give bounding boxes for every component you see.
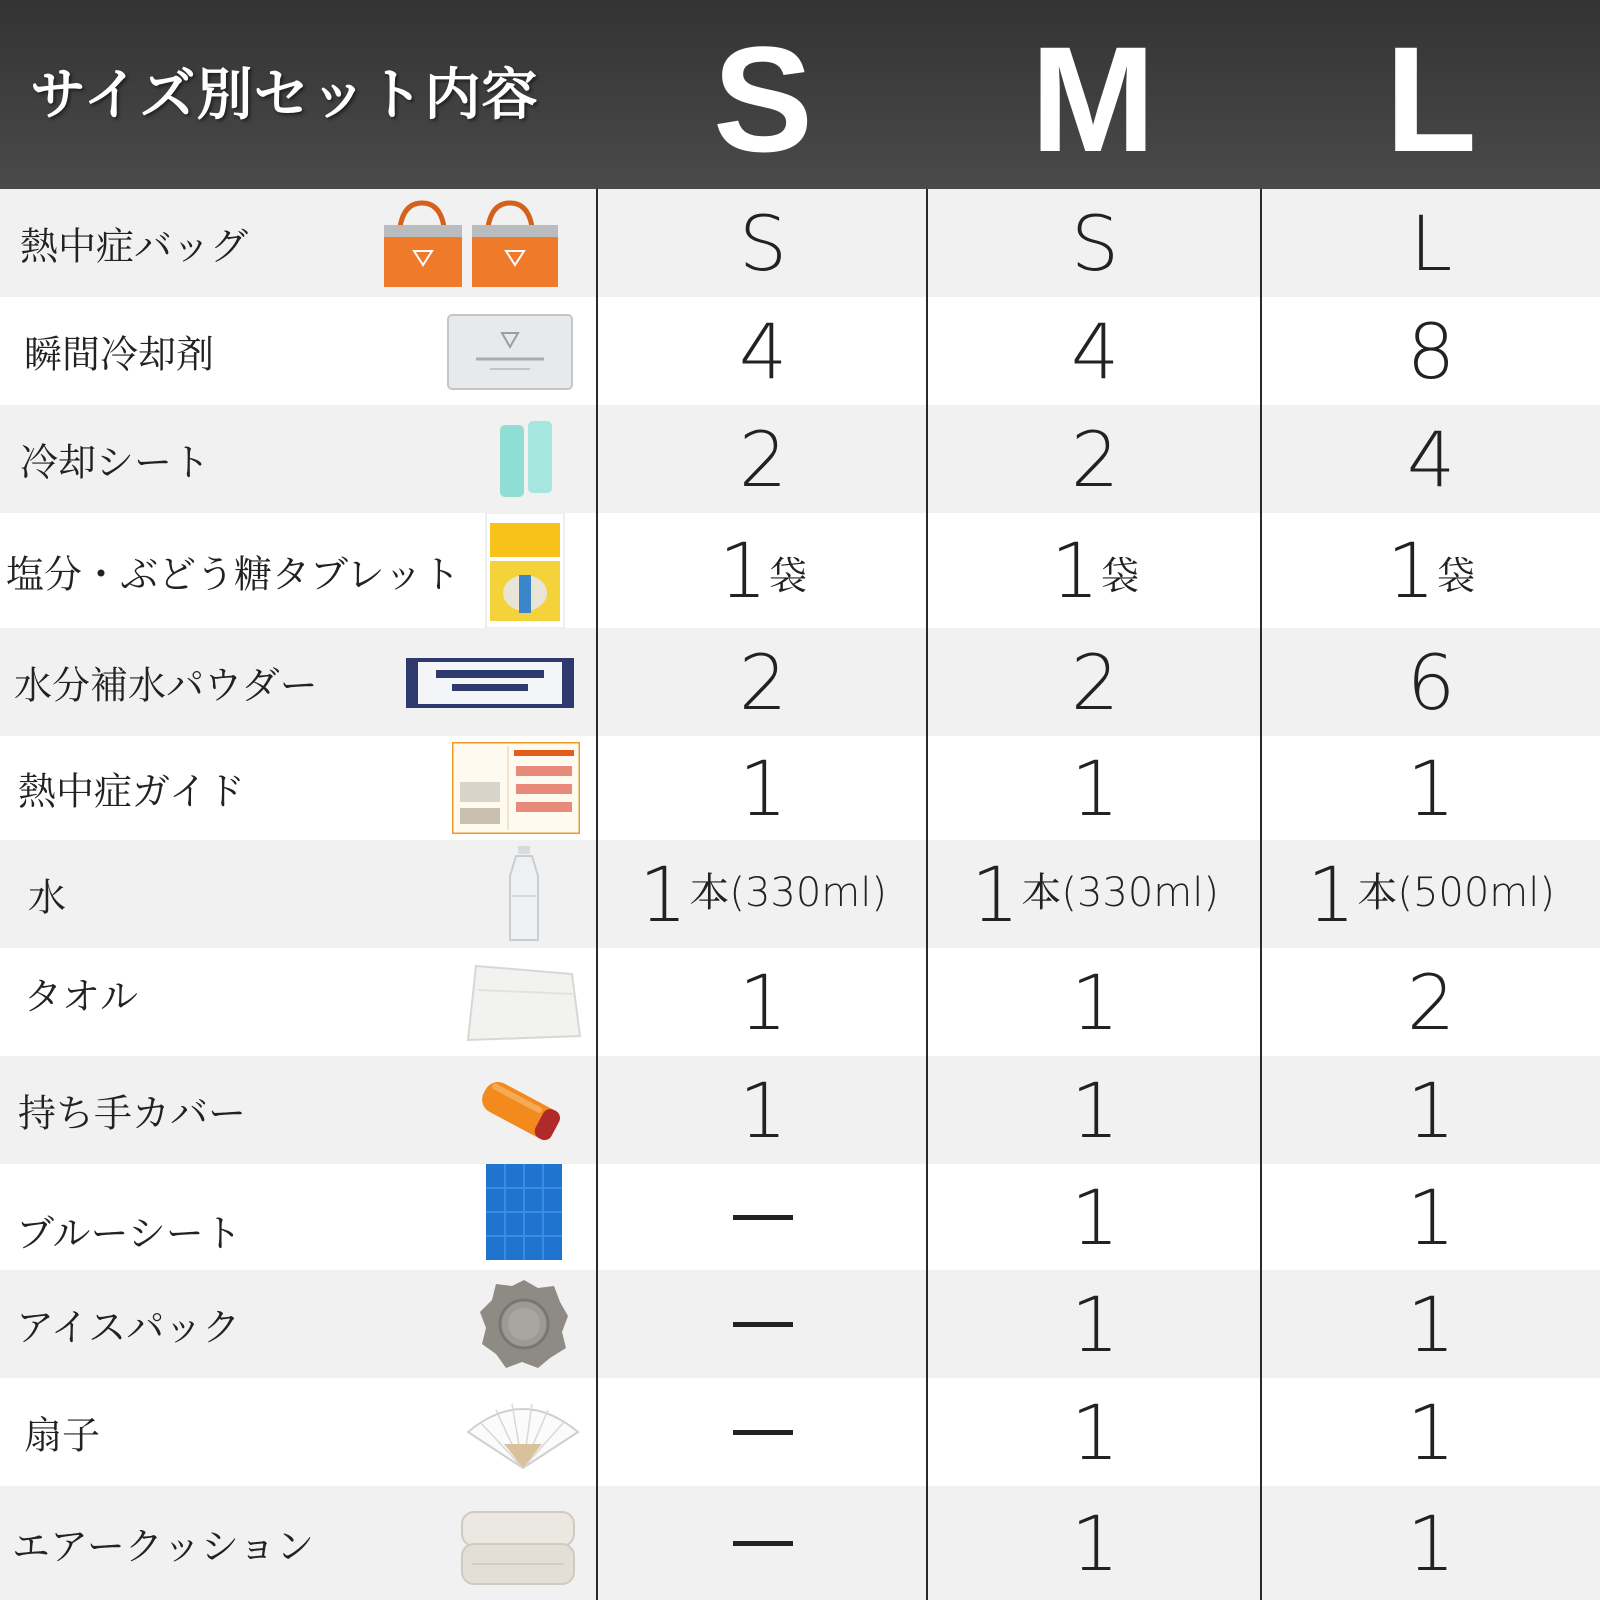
size-m-value — [928, 297, 1262, 405]
tablet-pouch-icon — [484, 513, 566, 628]
size-l-value — [1262, 840, 1600, 948]
cooling-sheet-icon — [496, 419, 560, 501]
unit-text: 本(500ml) — [1357, 870, 1555, 916]
size-l-value — [1262, 513, 1600, 628]
value-text: 2 — [738, 414, 788, 504]
water-bottle-icon — [506, 846, 542, 944]
value-text: L — [1409, 198, 1453, 288]
size-m-value — [928, 1270, 1262, 1378]
size-l-value — [1262, 628, 1600, 736]
size-l-value — [1262, 297, 1600, 405]
value-text: 1 — [1070, 1498, 1120, 1588]
value-text: 1 — [1070, 1387, 1120, 1477]
value-text: 8 — [1406, 306, 1456, 396]
value-text: 1 — [1406, 1065, 1456, 1155]
size-m-value — [928, 840, 1262, 948]
value-text: 1 — [1406, 743, 1456, 833]
size-s-value — [598, 840, 928, 948]
size-s-value — [598, 1270, 928, 1378]
table-row — [0, 1164, 1600, 1270]
table-row — [0, 1056, 1600, 1164]
size-l-value — [1262, 1056, 1600, 1164]
item-label: 水分補水パウダー — [14, 663, 318, 708]
size-m-value — [928, 1164, 1262, 1270]
size-l-value — [1262, 189, 1600, 297]
column-divider — [1260, 189, 1262, 1600]
size-s-value — [598, 1056, 928, 1164]
size-s-value — [598, 405, 928, 513]
size-m-value — [928, 1486, 1262, 1600]
item-label: 扇子 — [24, 1413, 101, 1458]
value-text: 4 — [738, 306, 788, 396]
table-row — [0, 840, 1600, 948]
table-row — [0, 297, 1600, 405]
value-text: 1 — [1406, 1172, 1456, 1262]
value-text: 6 — [1406, 637, 1456, 727]
value-text: 1 — [1070, 1279, 1120, 1369]
size-l-value — [1262, 1270, 1600, 1378]
size-s-value — [598, 189, 928, 297]
item-label: アイスパック — [16, 1305, 241, 1350]
size-m-value — [928, 736, 1262, 840]
unit-text: 袋 — [1437, 554, 1476, 598]
item-label: ブルーシート — [16, 1211, 242, 1256]
ice-pack-icon — [478, 1278, 570, 1370]
size-s-header: S — [712, 15, 814, 183]
size-l-value — [1262, 736, 1600, 840]
value-text: 1 — [718, 526, 768, 615]
table-row — [0, 736, 1600, 840]
blue-sheet-icon — [486, 1164, 562, 1260]
item-label: エアークッション — [12, 1524, 315, 1569]
size-m-value — [928, 1056, 1262, 1164]
item-label: 熱中症バッグ — [20, 224, 249, 269]
item-label: 持ち手カバー — [18, 1091, 247, 1136]
value-text: 2 — [1070, 414, 1120, 504]
size-s-value — [598, 736, 928, 840]
value-text: 2 — [738, 637, 788, 727]
size-l-value — [1262, 948, 1600, 1056]
table-row — [0, 189, 1600, 297]
value-text: S — [1070, 198, 1120, 288]
table-row — [0, 1378, 1600, 1486]
item-label: 水 — [28, 875, 67, 920]
dash-mark — [733, 1430, 793, 1435]
value-text: 2 — [1070, 637, 1120, 727]
column-divider — [596, 189, 598, 1600]
value-text: 1 — [1070, 743, 1120, 833]
value-text: 1 — [1070, 1065, 1120, 1155]
size-s-value — [598, 948, 928, 1056]
value-text: 2 — [1406, 957, 1456, 1047]
size-s-value — [598, 1378, 928, 1486]
air-cushion-icon — [458, 1504, 578, 1590]
size-s-value — [598, 1164, 928, 1270]
size-m-value — [928, 405, 1262, 513]
dash-mark — [733, 1541, 793, 1546]
size-s-value — [598, 628, 928, 736]
item-label: タオル — [24, 974, 139, 1019]
value-text: 1 — [738, 743, 788, 833]
instant-cooling-pack-icon — [446, 313, 574, 391]
guide-leaflet-icon — [452, 742, 580, 834]
value-text: 1 — [1070, 957, 1120, 1047]
size-s-value — [598, 1486, 928, 1600]
unit-text: 袋 — [769, 554, 808, 598]
value-text: 1 — [1406, 1387, 1456, 1477]
folding-fan-icon — [466, 1392, 580, 1472]
value-text: 1 — [1406, 1498, 1456, 1588]
orange-bag-icon — [382, 197, 572, 289]
table-row — [0, 1270, 1600, 1378]
table-row — [0, 948, 1600, 1056]
item-label: 塩分・ぶどう糖タブレット — [6, 552, 461, 596]
unit-text: 本(330ml) — [689, 870, 887, 916]
value-text: 1 — [738, 1065, 788, 1155]
size-m-value — [928, 189, 1262, 297]
item-label: 冷却シート — [20, 440, 211, 485]
dash-mark — [733, 1322, 793, 1327]
value-text: 1 — [971, 849, 1020, 939]
size-m-value — [928, 628, 1262, 736]
value-text: 4 — [1406, 414, 1456, 504]
size-l-value — [1262, 1378, 1600, 1486]
size-m-value — [928, 1378, 1262, 1486]
powder-stick-icon — [406, 658, 574, 708]
value-text: 1 — [738, 957, 788, 1047]
size-s-value — [598, 297, 928, 405]
value-text: 1 — [1386, 526, 1436, 615]
unit-text: 袋 — [1101, 554, 1140, 598]
value-text: 1 — [1070, 1172, 1120, 1262]
size-m-value — [928, 513, 1262, 628]
table-row — [0, 513, 1600, 628]
handle-cover-icon — [476, 1078, 564, 1142]
size-s-value — [598, 513, 928, 628]
value-text: 1 — [1307, 849, 1356, 939]
item-label: 熱中症ガイド — [18, 769, 245, 814]
value-text: S — [738, 198, 788, 288]
column-divider — [926, 189, 928, 1600]
size-l-header: L — [1385, 15, 1477, 183]
size-l-value — [1262, 405, 1600, 513]
item-label: 瞬間冷却剤 — [24, 332, 215, 377]
dash-mark — [733, 1215, 793, 1220]
towel-icon — [464, 960, 584, 1046]
value-text: 1 — [1406, 1279, 1456, 1369]
size-l-value — [1262, 1164, 1600, 1270]
size-m-header: M — [1030, 15, 1156, 183]
page-title: サイズ別セット内容 — [30, 63, 539, 128]
value-text: 1 — [1050, 526, 1100, 615]
table-row — [0, 405, 1600, 513]
value-text: 1 — [639, 849, 688, 939]
table-header — [0, 0, 1600, 189]
value-text: 4 — [1070, 306, 1120, 396]
size-m-value — [928, 948, 1262, 1056]
size-l-value — [1262, 1486, 1600, 1600]
table-row — [0, 628, 1600, 736]
table-row — [0, 1486, 1600, 1600]
unit-text: 本(330ml) — [1021, 870, 1219, 916]
